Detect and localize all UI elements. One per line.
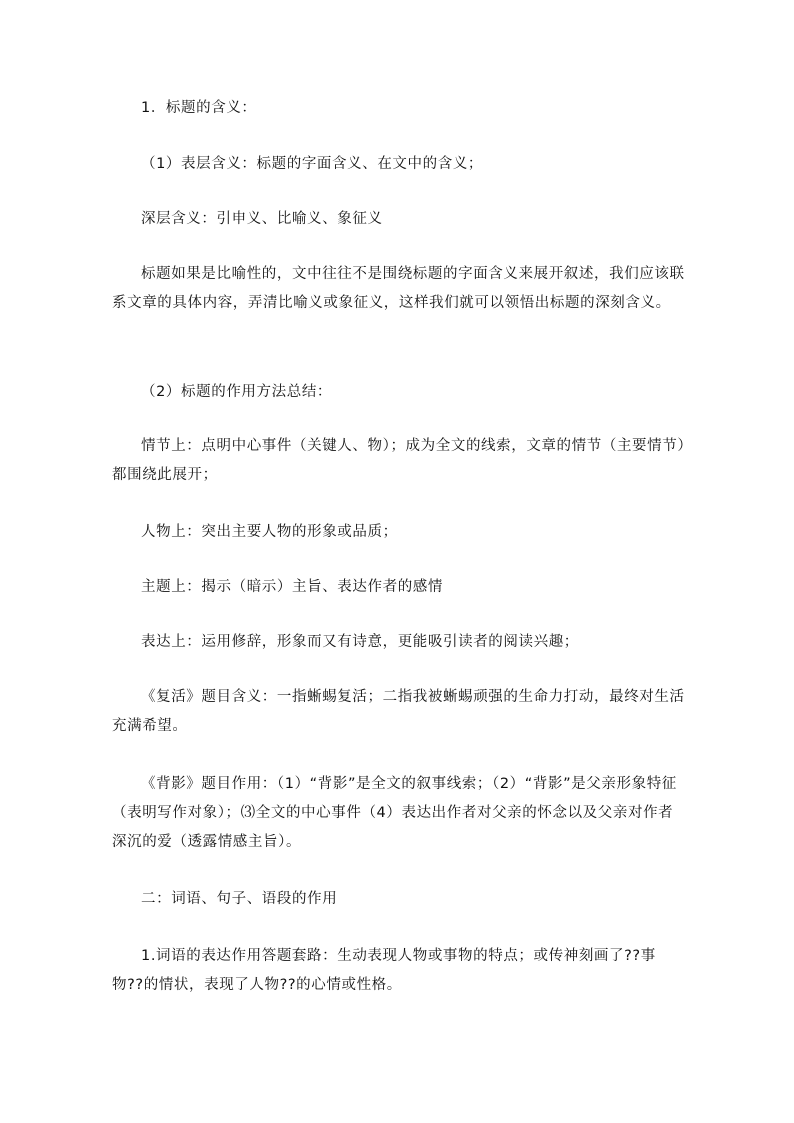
plot-paragraph: 情节上：点明中心事件（关键人、物）；成为全文的线索，文章的情节（主要情节）都围绕此展开； xyxy=(112,438,686,483)
beiying-paragraph: 《背影》题目作用：（1）“背影”是全文的叙事线索；（2）“背影”是父亲形象特征（表明写作对象）；⑶全文的中心事件（4）表达出作者对父亲的怀念以及父亲对作者深沉的爱（透露情感主旨）。 xyxy=(112,776,677,850)
deep-meaning-paragraph: 深层含义：引申义、比喻义、象征义 xyxy=(141,211,383,227)
title-function-heading: （2）标题的作用方法总结： xyxy=(141,384,333,400)
expression-paragraph: 表达上：运用修辞，形象而又有诗意，更能吸引读者的阅读兴趣； xyxy=(141,634,579,650)
fuhuo-paragraph: 《复活》题目含义：一指蜥蜴复活；二指我被蜥蜴顽强的生命力打动，最终对生活充满希望。 xyxy=(112,689,685,734)
character-paragraph: 人物上：突出主要人物的形象或品质； xyxy=(141,524,398,540)
surface-meaning-paragraph: （1）表层含义：标题的字面含义、在文中的含义； xyxy=(141,156,484,172)
section-two-heading: 二：词语、句子、语段的作用 xyxy=(141,891,338,907)
word-function-paragraph: 1.词语的表达作用答题套路：生动表现人物或事物的特点；或传神刻画了??事物??的情状，表现了人物??的心情或性格。 xyxy=(112,948,656,993)
theme-paragraph: 主题上：揭示（暗示）主旨、表达作者的感情 xyxy=(141,579,443,595)
metaphor-title-paragraph: 标题如果是比喻性的，文中往往不是围绕标题的字面含义来展开叙述，我们应该联系文章的具体内容，弄清比喻义或象征义，这样我们就可以领悟出标题的深刻含义。 xyxy=(112,266,685,311)
heading-title-meaning: 1．标题的含义： xyxy=(141,100,257,116)
